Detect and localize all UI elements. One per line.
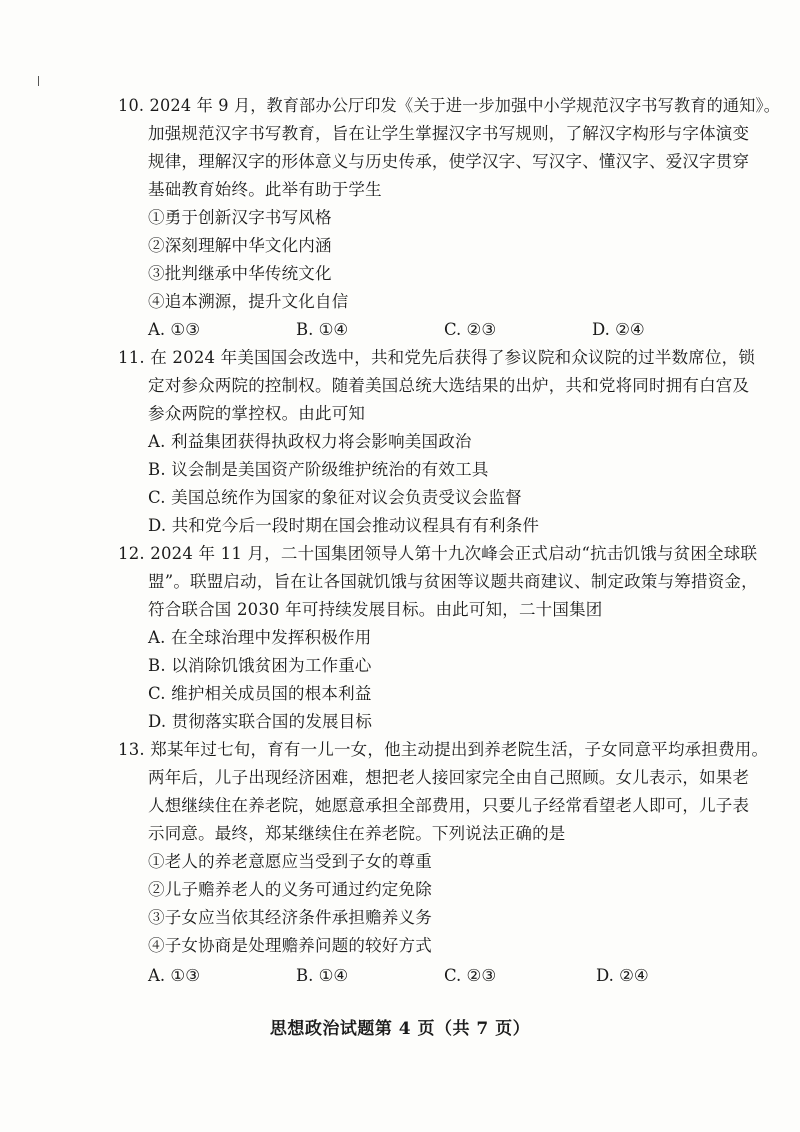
q13-item-1: ①老人的养老意愿应当受到子女的尊重 — [148, 852, 432, 871]
q12-option-c: C. 维护相关成员国的根本利益 — [148, 684, 372, 703]
q10-item-1: ①勇于创新汉字书写风格 — [148, 208, 332, 227]
q13-item-4: ④子女协商是处理赡养问题的较好方式 — [148, 936, 432, 955]
q13-option-c: C. ②③ — [444, 966, 497, 985]
q10-option-c: C. ②③ — [444, 320, 497, 339]
q10-stem-line-3: 规律，理解汉字的形体意义与历史传承，使学汉字、写汉字、懂汉字、爱汉字贯穿 — [148, 152, 750, 171]
q11-option-b: B. 议会制是美国资产阶级维护统治的有效工具 — [148, 460, 489, 479]
q11-stem-line-1: 11. 在 2024 年美国国会改选中，共和党先后获得了参议院和众议院的过半数席位，锁 — [118, 348, 756, 367]
q10-item-4: ④追本溯源，提升文化自信 — [148, 292, 349, 311]
q12-option-d: D. 贯彻落实联合国的发展目标 — [148, 712, 373, 731]
q13-option-a: A. ①③ — [148, 966, 200, 985]
q10-option-a: A. ①③ — [148, 320, 200, 339]
q11-option-a: A. 利益集团获得执政权力将会影响美国政治 — [148, 432, 472, 451]
margin-mark — [38, 76, 39, 86]
q13-stem-line-2: 两年后，儿子出现经济困难，想把老人接回家完全由自己照顾。女儿表示，如果老 — [148, 768, 750, 787]
q12-stem-line-1: 12. 2024 年 11 月，二十国集团领导人第十九次峰会正式启动“抗击饥饿与贫困全球联 — [118, 544, 758, 563]
page-footer: 思想政治试题第 4 页（共 7 页） — [269, 1019, 531, 1039]
q12-stem-line-2: 盟”。联盟启动，旨在让各国就饥饿与贫困等议题共商建议、制定政策与筹措资金， — [148, 572, 758, 591]
q13-option-d: D. ②④ — [596, 966, 649, 985]
q10-stem-line-4: 基础教育始终。此举有助于学生 — [148, 180, 382, 199]
q11-option-c: C. 美国总统作为国家的象征对议会负责受议会监督 — [148, 488, 522, 507]
q10-item-2: ②深刻理解中华文化内涵 — [148, 236, 332, 255]
q10-item-3: ③批判继承中华传统文化 — [148, 264, 332, 283]
q10-stem-line-2: 加强规范汉字书写教育，旨在让学生掌握汉字书写规则，了解汉字构形与字体演变 — [148, 124, 750, 143]
q10-stem-line-1: 10. 2024 年 9 月，教育部办公厅印发《关于进一步加强中小学规范汉字书写教育的通知》。 — [118, 96, 781, 115]
q12-stem-line-3: 符合联合国 2030 年可持续发展目标。由此可知，二十国集团 — [148, 600, 603, 619]
q13-item-2: ②儿子赡养老人的义务可通过约定免除 — [148, 880, 432, 899]
q10-option-b: B. ①④ — [296, 320, 349, 339]
q11-stem-line-3: 参众两院的掌控权。由此可知 — [148, 404, 366, 423]
q11-stem-line-2: 定对参众两院的控制权。随着美国总统大选结果的出炉，共和党将同时拥有白宫及 — [148, 376, 750, 395]
q10-option-d: D. ②④ — [592, 320, 645, 339]
q13-item-3: ③子女应当依其经济条件承担赡养义务 — [148, 908, 432, 927]
q13-option-b: B. ①④ — [296, 966, 349, 985]
q13-stem-line-3: 人想继续住在养老院，她愿意承担全部费用，只要儿子经常看望老人即可，儿子表 — [148, 796, 750, 815]
q11-option-d: D. 共和党今后一段时期在国会推动议程具有有利条件 — [148, 516, 540, 535]
q12-option-a: A. 在全球治理中发挥积极作用 — [148, 628, 372, 647]
q13-stem-line-1: 13. 郑某年过七旬，育有一儿一女，他主动提出到养老院生活，子女同意平均承担费用。 — [118, 740, 769, 759]
q13-stem-line-4: 示同意。最终，郑某继续住在养老院。下列说法正确的是 — [148, 824, 566, 843]
q12-option-b: B. 以消除饥饿贫困为工作重心 — [148, 656, 372, 675]
